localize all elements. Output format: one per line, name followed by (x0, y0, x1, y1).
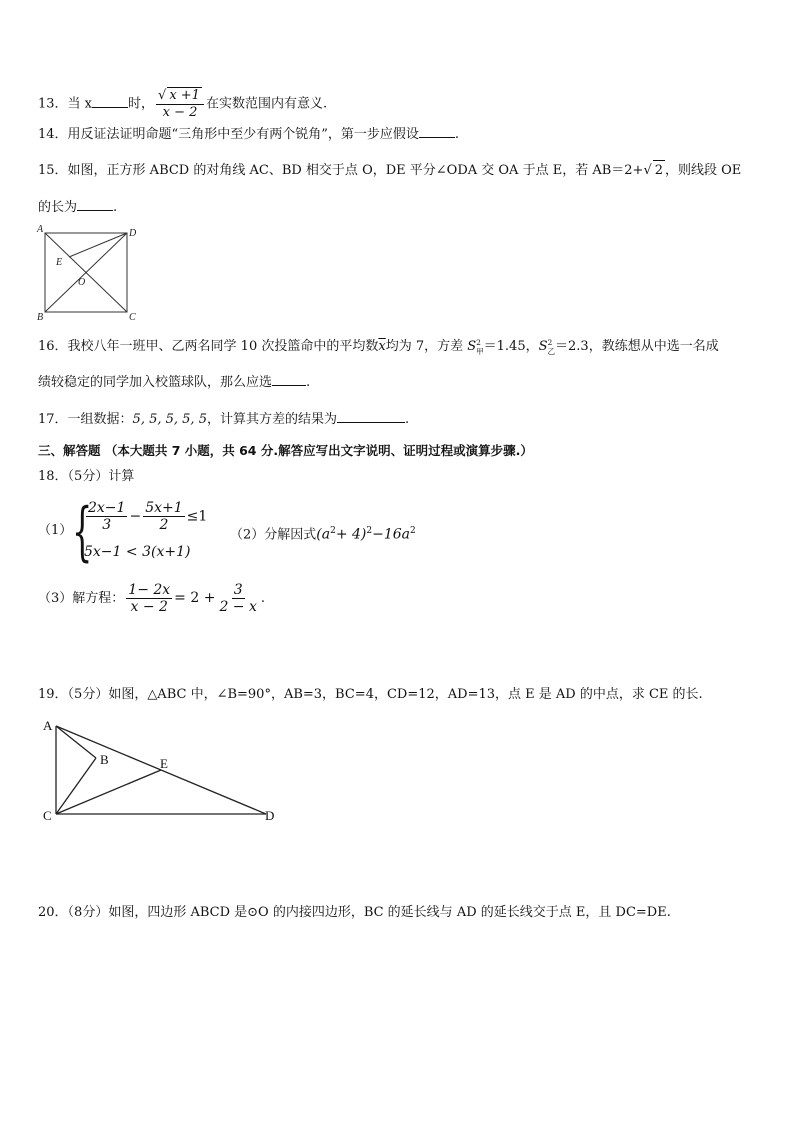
q16-answer-blank (272, 372, 306, 386)
q16-sup-yi: 2 (547, 337, 553, 347)
q18-part1-system: { $\frac{2x-1}{3}$ − $\frac{5x+1}{2}$ ≤1 5x−1 < 3(x+1) (72, 495, 208, 569)
question-17 (38, 409, 409, 430)
system-brace: { (72, 495, 93, 569)
label-c: C (43, 808, 52, 823)
question-16-line1 (38, 337, 719, 357)
q18-p3-frac1: $\frac{1- 2x}{x - 2}$ (128, 582, 171, 615)
question-14 (38, 124, 459, 145)
label-a: A (43, 718, 53, 733)
q13-denominator: x − 2 (162, 105, 198, 120)
q16-line2-b: . (306, 375, 311, 390)
q13-numerator: x +1 (169, 88, 200, 103)
q17-answer-blank (337, 409, 405, 423)
q18-p2-label: （2）分解因式 (230, 527, 317, 543)
q16-line2-a: 绩较稳定的同学加入校篮球队，那么应选 (38, 375, 273, 390)
q17-suffix: . (404, 412, 410, 427)
q15-text-a: 15．如图，正方形 ABCD 的对角线 AC、BD 相交于点 O，DE 平分∠ODA 交 OA 于点 E，若 AB＝2+ (38, 163, 644, 178)
segment-ab (56, 726, 96, 758)
q15-line2-b: . (113, 200, 118, 215)
label-c: C (129, 312, 136, 322)
q14-answer-blank (419, 124, 455, 138)
q16-val-jia: ＝1.45， (483, 339, 539, 354)
q18-p1-row2: 5x−1 < 3(x+1) (84, 544, 191, 560)
q17-prefix: 17．一组数据： (38, 412, 133, 427)
q14-prefix: 14．用反证法证明命题“三角形中至少有两个锐角”，第一步应假设 (38, 127, 419, 142)
q13-prefix: 13．当 x (38, 96, 93, 112)
label-d: D (265, 808, 275, 823)
figure-19-triangle (38, 714, 288, 824)
q15-radicand: 2 (653, 160, 665, 181)
q15-line2-a: 的长为 (38, 200, 78, 215)
q18-p1-frac1: $\frac{2x-1}{3}$ (88, 500, 126, 533)
q16-s-yi: S (538, 339, 548, 354)
question-20: 20．（8分）如图，四边形 ABCD 是⊙O 的内接四边形，BC 的延长线与 AD 的延长线交于点 E，且 DC=DE. (38, 905, 671, 920)
q16-text-b: 均为 7，方差 (385, 339, 464, 354)
q13-fraction: $\frac{√ x +1}{x - 2}$ (156, 87, 204, 121)
q15-answer-blank (77, 197, 113, 211)
label-e: E (160, 756, 168, 771)
segment-de (69, 233, 127, 257)
label-b: B (100, 752, 109, 767)
q13-mid: 时， (128, 96, 155, 112)
q16-s-jia: S (467, 339, 477, 354)
label-b: B (37, 312, 44, 322)
q17-mid: ，计算其方差的结果为 (206, 412, 337, 427)
figure-15-square (34, 222, 138, 322)
question-15-line1: 15．如图，正方形 ABCD 的对角线 AC、BD 相交于点 O，DE 平分∠ODA 交 OA 于点 E，若 AB＝2+√ 2 ，则线段 OE (38, 160, 741, 181)
q16-sub-yi: 乙 (547, 346, 556, 356)
label-o: O (78, 277, 86, 288)
question-18-head: 18．（5分）计算 (38, 469, 135, 484)
question-13 (38, 87, 327, 121)
q16-text-a: 16．我校八年一班甲、乙两名同学 10 次投篮命中的平均数 (38, 339, 379, 354)
q18-part2: （2）分解因式$(a^2+ 4)^2-16a^2$ (230, 526, 416, 543)
q15-text-b: ，则线段 OE (665, 163, 742, 178)
q16-sub-jia: 甲 (476, 346, 484, 356)
q16-xbar: $\overline{x}$ (378, 339, 386, 354)
q18-p1-frac2: $\frac{5x+1}{2}$ (145, 500, 183, 533)
q18-p3-label: （3）解方程： (38, 591, 125, 606)
q17-data: 5, 5, 5, 5, 5 (132, 412, 207, 427)
q18-part1-label: （1） (38, 523, 73, 538)
question-19: 19．（5分）如图，△ABC 中，∠B=90°，AB=3，BC=4，CD=12，AD=13，点 E 是 AD 的中点，求 CE 的长. (38, 687, 703, 702)
question-16-line2 (38, 372, 310, 393)
q13-answer-blank (92, 94, 128, 108)
q16-val-yi: ＝2.3，教练想从中选一名成 (555, 339, 719, 354)
q16-sup-jia: 2 (476, 337, 481, 347)
q18-p3-frac2: $\frac{3}{2 - x}$ (219, 582, 257, 615)
label-d: D (129, 228, 137, 239)
q13-suffix: 在实数范围内有意义. (205, 96, 328, 112)
section-3-title: 三、解答题 （本大题共 7 小题，共 64 分.解答应写出文字说明、证明过程或演算步骤.） (38, 443, 533, 458)
label-e: E (56, 257, 63, 268)
label-a: A (37, 224, 44, 235)
question-15-line2 (38, 197, 117, 218)
q14-suffix: . (454, 127, 459, 142)
q18-part3: （3）解方程： $\frac{1- 2x}{x - 2}$ = 2 + $\frac{3}{2 - x}$ . (38, 582, 266, 615)
